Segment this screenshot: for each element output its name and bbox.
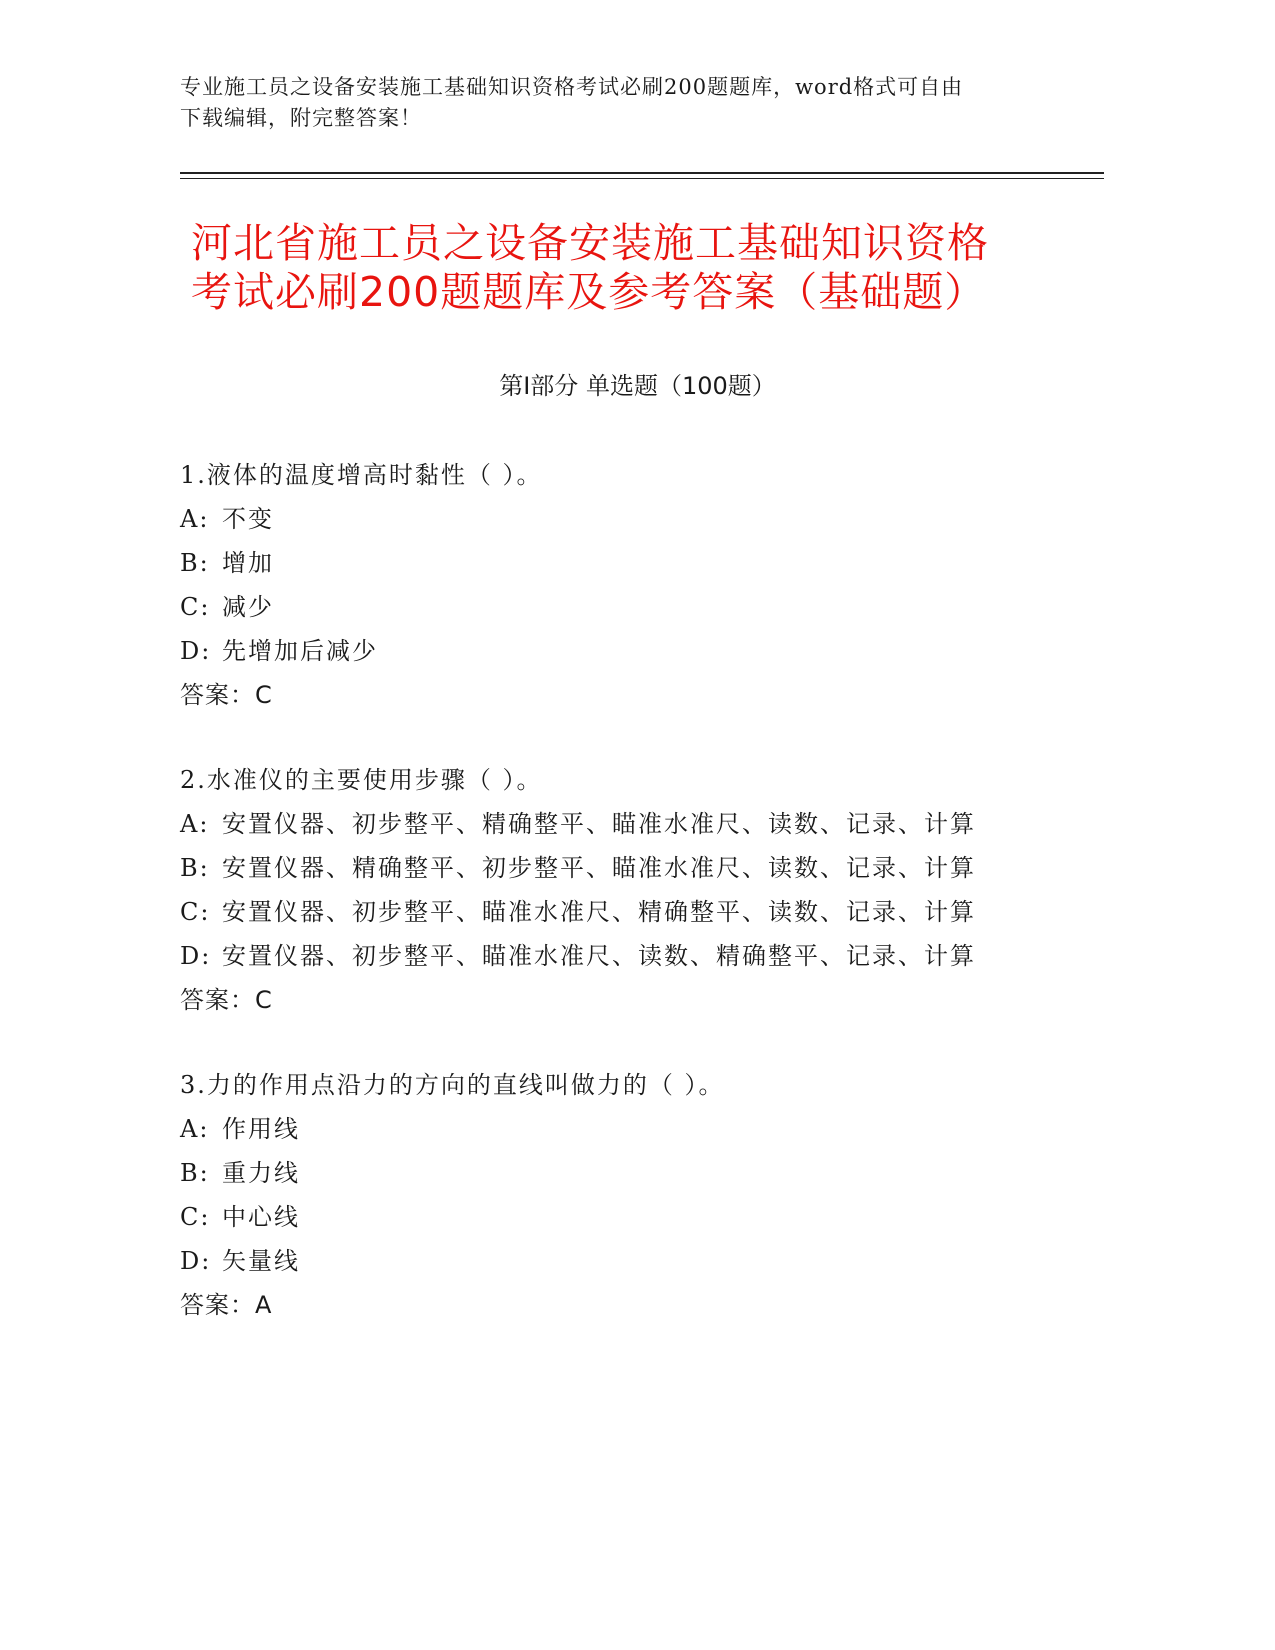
option-b	[180, 846, 1060, 890]
option-c	[180, 890, 1060, 934]
option-key: A:	[180, 810, 210, 838]
document-title-line2: 考试必刷200题题库及参考答案（基础题）	[191, 268, 987, 316]
option-text: 增加	[222, 549, 274, 577]
option-text: 减少	[222, 593, 274, 621]
option-d	[180, 629, 1060, 673]
option-text: 先增加后减少	[222, 637, 378, 665]
question-stem: 2.水准仪的主要使用步骤（ ）。	[180, 766, 543, 794]
option-key: D:	[180, 942, 212, 970]
header-note	[180, 72, 1060, 134]
question-1	[180, 453, 1060, 717]
option-key: B:	[180, 854, 210, 882]
option-c	[180, 1195, 1060, 1239]
document-title-line1: 河北省施工员之设备安装施工基础知识资格	[191, 219, 989, 267]
section-heading: 第Ⅰ部分 单选题（100题）	[499, 372, 776, 400]
option-b	[180, 541, 1060, 585]
option-text: 中心线	[222, 1203, 300, 1231]
option-key: C:	[180, 1203, 211, 1231]
option-key: D:	[180, 1247, 212, 1275]
option-key: C:	[180, 898, 211, 926]
option-key: C:	[180, 593, 211, 621]
option-a	[180, 1107, 1060, 1151]
option-text: 安置仪器、初步整平、瞄准水准尺、读数、精确整平、记录、计算	[222, 942, 976, 970]
option-key: A:	[180, 1115, 210, 1143]
header-note-line1: 专业施工员之设备安装施工基础知识资格考试必刷200题题库，word格式可自由	[180, 75, 964, 99]
question-2	[180, 758, 1060, 1022]
header-divider-thick	[180, 172, 1104, 174]
option-text: 重力线	[222, 1159, 300, 1187]
option-text: 不变	[222, 505, 274, 533]
option-a	[180, 497, 1060, 541]
option-key: A:	[180, 505, 210, 533]
option-d	[180, 934, 1060, 978]
question-stem: 1.液体的温度增高时黏性（ ）。	[180, 461, 543, 489]
answer: 答案：C	[180, 986, 273, 1014]
option-key: D:	[180, 637, 212, 665]
option-text: 安置仪器、精确整平、初步整平、瞄准水准尺、读数、记录、计算	[222, 854, 976, 882]
option-text: 作用线	[222, 1115, 300, 1143]
option-text: 安置仪器、初步整平、瞄准水准尺、精确整平、读数、记录、计算	[222, 898, 976, 926]
option-key: B:	[180, 549, 210, 577]
option-text: 安置仪器、初步整平、精确整平、瞄准水准尺、读数、记录、计算	[222, 810, 976, 838]
question-stem: 3.力的作用点沿力的方向的直线叫做力的（ ）。	[180, 1071, 725, 1099]
option-key: B:	[180, 1159, 210, 1187]
option-text: 矢量线	[222, 1247, 300, 1275]
option-a	[180, 802, 1060, 846]
option-b	[180, 1151, 1060, 1195]
option-d	[180, 1239, 1060, 1283]
question-3	[180, 1063, 1060, 1327]
answer: 答案：C	[180, 681, 273, 709]
option-c	[180, 585, 1060, 629]
answer: 答案：A	[180, 1291, 273, 1319]
header-note-line2: 下载编辑，附完整答案！	[180, 106, 422, 130]
document-title	[191, 219, 1071, 317]
header-divider-thin	[180, 178, 1104, 179]
